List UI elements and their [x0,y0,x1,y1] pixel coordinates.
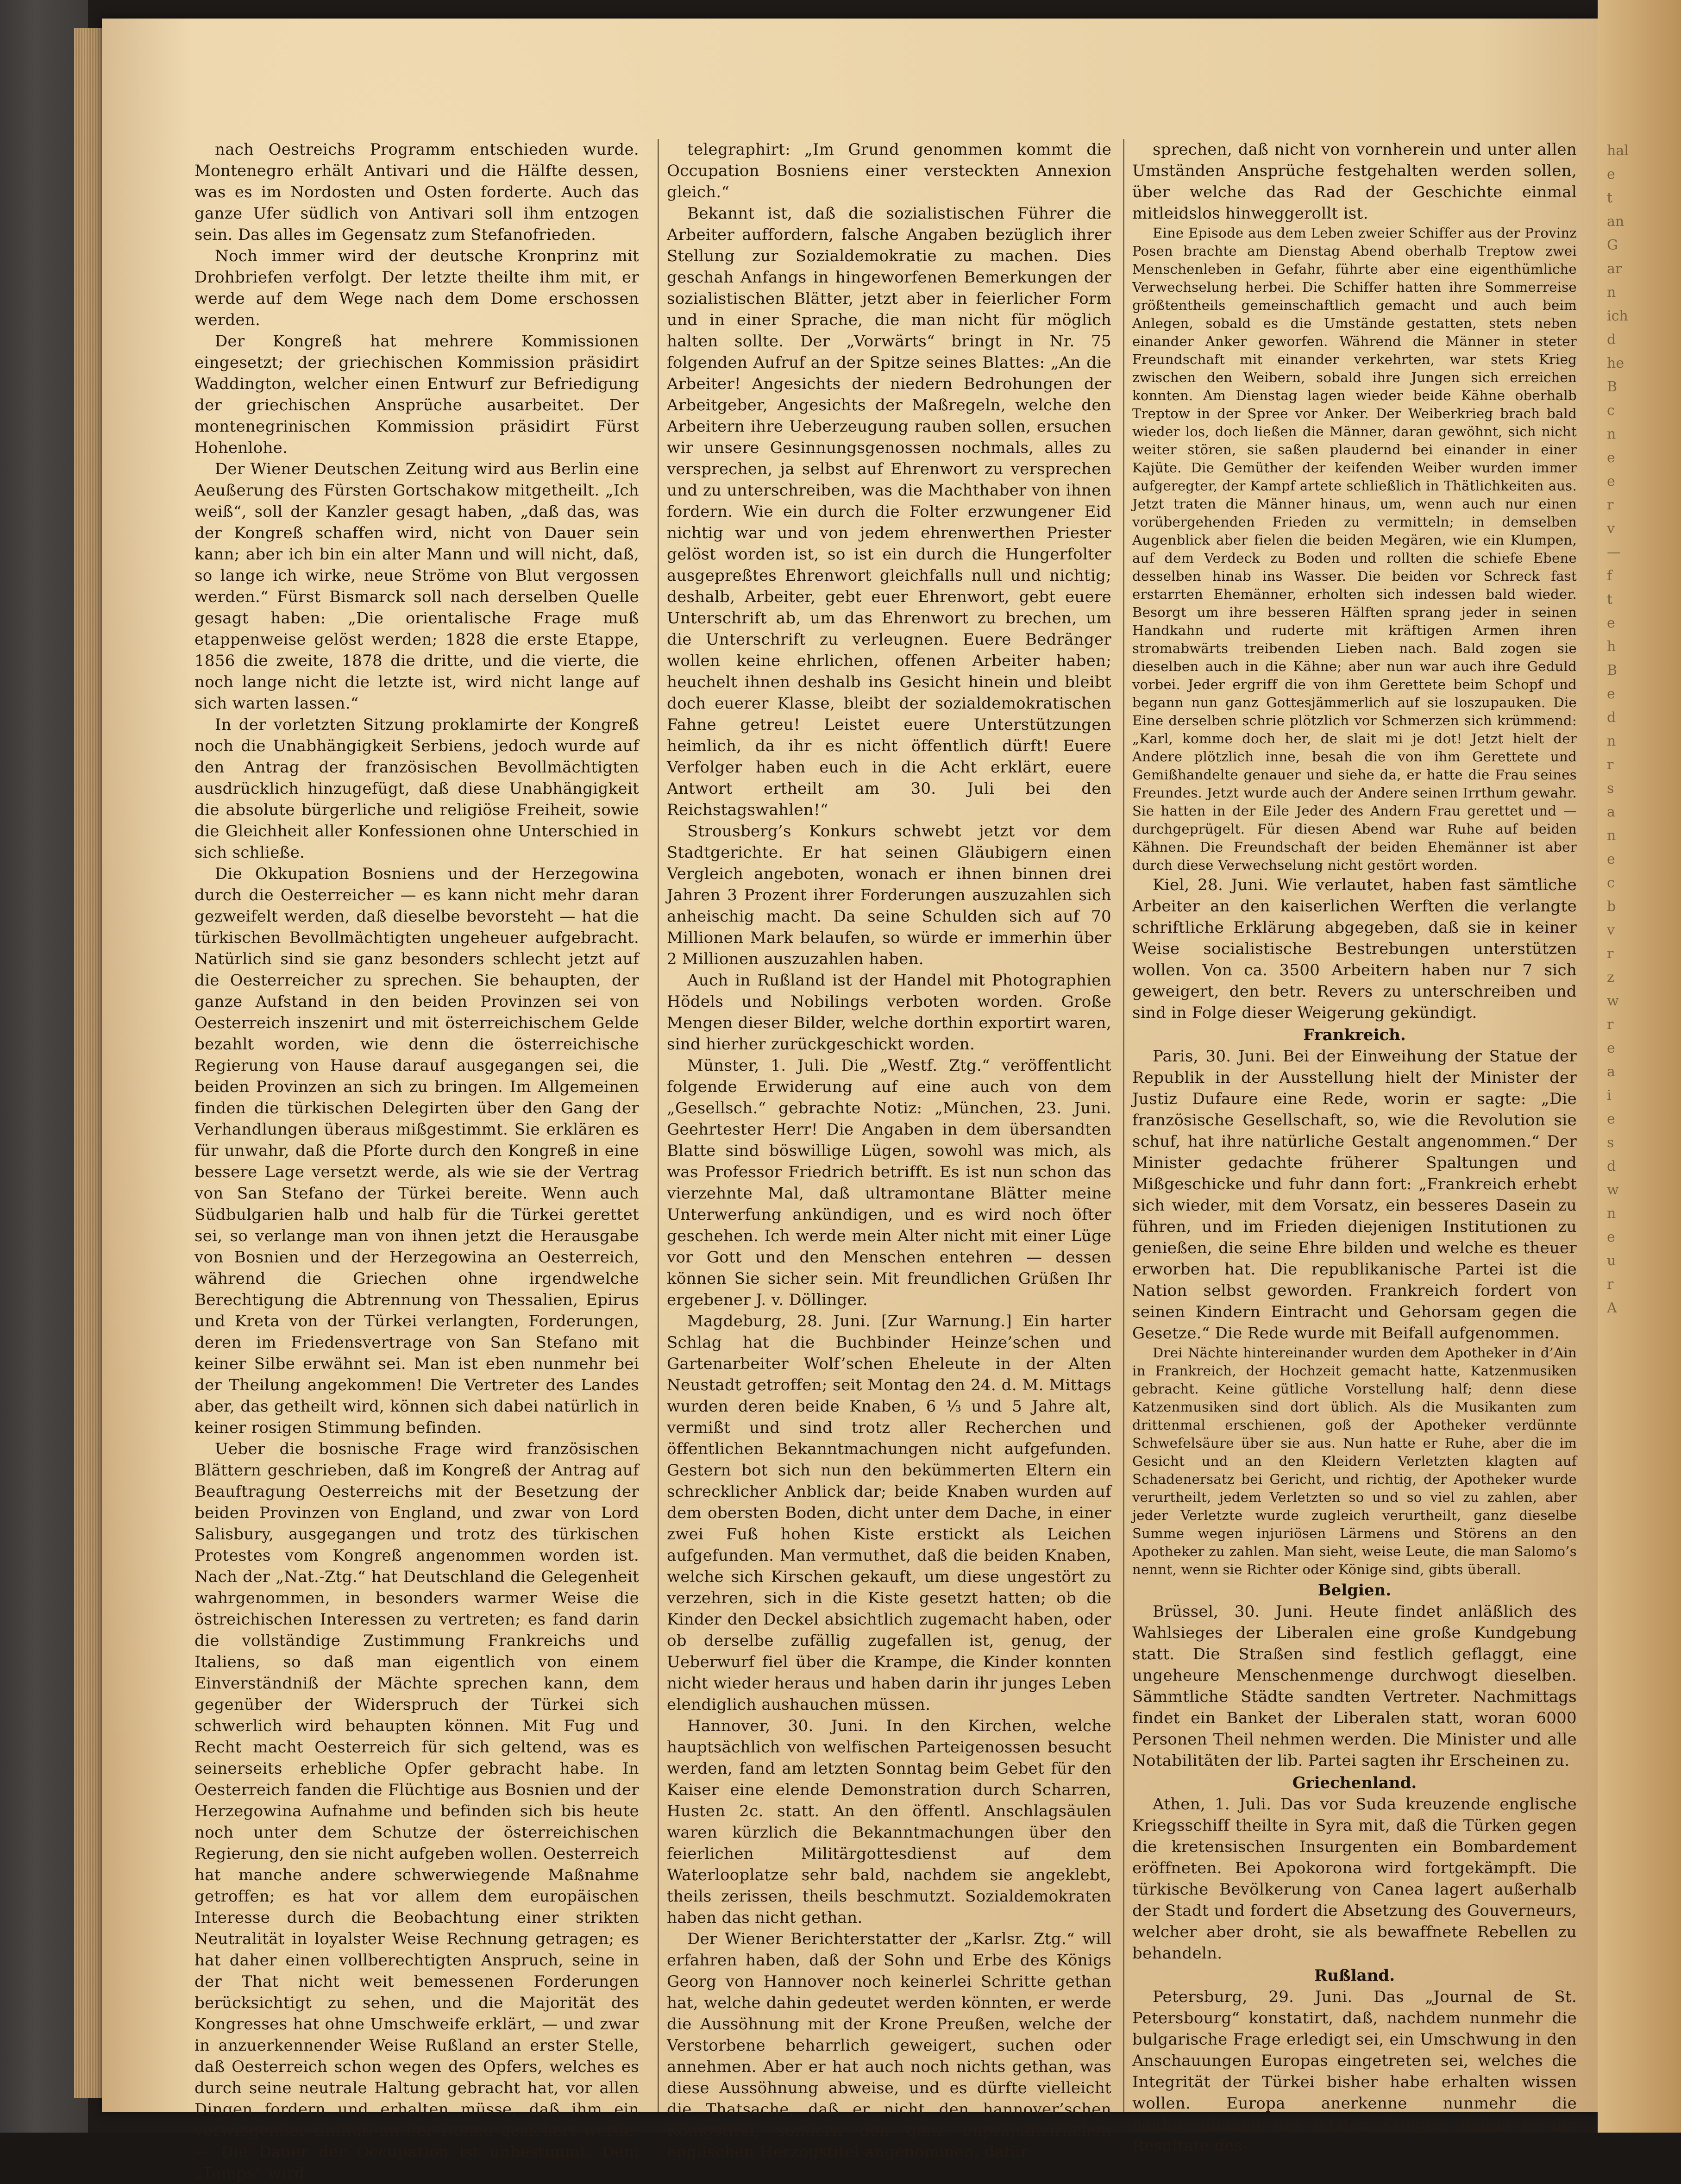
facing-page-fragment: t [1607,591,1613,608]
facing-page-fragment: e [1607,1111,1615,1127]
facing-page-fragment: n [1607,733,1616,749]
facing-page-fragment: n [1607,284,1616,301]
facing-page-fragment: c [1607,402,1615,419]
article-column-2 [667,139,1111,2161]
column-rule-1 [658,139,659,2112]
facing-page-fragment: i [1607,1087,1612,1104]
article-paragraph: Kiel, 28. Juni. Wie verlautet, haben fast sämtliche Arbeiter an den kaiserlichen Werften die verlangte schriftliche Erklärung abgegeben, daß sie in keiner Weise socialistische Bestrebungen unterstützen wollen. Von ca. 3500 Arbeitern haben nur 7 sich geweigert, den betr. Revers zu unterschreiben und sind in Folge dieser Weigerung gekündigt. [1132,876,1577,1022]
facing-page-fragment: t [1607,190,1613,206]
facing-page-fragment: h [1607,639,1616,655]
facing-page-fragment: e [1607,450,1615,466]
article-paragraph: Ueber die bosnische Frage wird französischen Blättern geschrieben, daß im Kongreß der Antrag auf Beauftragung Oesterreichs mit der Besetzung der beiden Provinzen von England, und zwar von Lord Salisbury, ausgegangen und trotz des türkischen Protestes vom Kongreß angenommen worden ist. Nach der „Nat.-Ztg.“ hat Deutschland die Gelegenheit wahrgenommen, in besonders warmer Weise die östreichischen Interessen zu vertreten; es fand darin die vollständige Zustimmung Frankreichs und Italiens, so daß man eigentlich von einem Einverständniß der Mächte sprechen kann, dem gegenüber der Widerspruch der Türkei sich schwerlich wird behaupten können. Mit Fug und Recht macht Oesterreich für sich geltend, was es seinerseits erhebliche Opfer gebracht habe. In Oesterreich fanden die Flüchtige aus Bosnien und der Herzegowina Aufnahme und befinden sich bis heute noch unter dem Schutze der österreichischen Regierung, den sie nicht aufgeben wollen. Oesterreich hat manche andere schwerwiegende Maßnahme getroffen; es hat vor allem dem europäischen Interesse durch die Beobachtung einer strikten Neutralität in loyalster Weise Rechnung getragen; es hat daher einen vollberechtigten Anspruch, seine in der That nicht weit bemessenen Forderungen berücksichtigt zu sehen, und die Majorität des Kongresses hat ohne Umschweife erklärt, — und zwar in anzuerkennender Weise Rußland an erster Stelle, daß Oesterreich schon wegen des Opfers, welches es durch seine neutrale Haltung gebracht hat, vor allen Dingen fordern und erhalten müsse, daß ihm ein vorwiegender Einfluß an der Donau gesichert werde. — Die Dauer der Occupation ist unbestimmt. Dem „Temps“ wird [194,1440,639,2183]
facing-page-fragment: e [1607,166,1615,182]
facing-page-fragment: v [1607,922,1615,938]
facing-page-fragment: — [1607,544,1621,560]
facing-page-fragment: e [1607,686,1615,702]
article-paragraph: Hannover, 30. Juni. In den Kirchen, welche hauptsächlich von welfischen Parteigenossen besucht werden, fand am letzten Sonntag beim Gebet für den Kaiser eine elende Demonstration durch Scharren, Husten 2c. statt. An den öffentl. Anschlagsäulen waren kürzlich die Bekanntmachungen über den feierlichen Militärgottesdienst auf dem Waterlooplatze sehr bald, nachdem sie angeklebt, theils zerissen, theils beschmutzt. Sozialdemokraten haben das nicht gethan. [667,1717,1111,1927]
facing-page-fragment: d [1607,332,1616,348]
facing-page-fragment: B [1607,379,1618,395]
article-paragraph: Die Okkupation Bosniens und der Herzegowina durch die Oesterreicher — es kann nicht mehr daran gezweifelt werden, daß dieselbe bevorsteht — hat die türkischen Bevollmächtigten ungeheuer aufgebracht. Natürlich sind sie ganz besonders schlecht jetzt auf die Oesterreicher zu sprechen. Sie behaupten, der ganze Aufstand in den beiden Provinzen sei von Oesterreich inszenirt und mit österreichischem Gelde bezahlt worden, wie denn die österreichische Regierung von Hause darauf ausgegangen sei, die beiden Provinzen an sich zu bringen. Im Allgemeinen finden die türkischen Delegirten über den Gang der Verhandlungen überaus mißgestimmt. Sie erklären es für unwahr, daß die Pforte durch den Kongreß in eine bessere Lage versetzt werde, als wie sie der Vertrag von San Stefano der Türkei bereite. Wenn auch Südbulgarien halb und halb für die Türkei gerettet sei, so verlange man von ihnen jetzt die Herausgabe von Bosnien und der Herzegowina an Oesterreich, während die Griechen ohne irgendwelche Berechtigung die Abtrennung von Thessalien, Epirus und Kreta von der Türkei verlangten, Forderungen, deren im Friedensvertrage von San Stefano mit keiner Silbe erwähnt sei. Man ist eben nunmehr bei der Theilung angekommen! Die Vertreter des Landes aber, das getheilt wird, können sich dabei natürlich in keiner rosigen Stimmung befinden. [194,865,639,1437]
article-paragraph: In der vorletzten Sitzung proklamirte der Kongreß noch die Unabhängigkeit Serbiens, jedoch wurde auf den Antrag der französischen Bevollmächtigten ausdrücklich hinzugefügt, daß diese Unabhängigkeit die absolute bürgerliche und religiöse Freiheit, sowie die Gleichheit aller Konfessionen ohne Unterschied in sich schließe. [194,715,639,862]
facing-page-fragment: e [1607,851,1615,867]
facing-page-fragment: r [1607,497,1614,513]
column-rule-2 [1123,139,1124,2112]
facing-page-fragment: e [1607,473,1615,490]
facing-page-fragment: r [1607,1276,1614,1293]
facing-page-fragment: u [1607,1253,1616,1269]
facing-page-fragment: an [1607,213,1625,230]
facing-page-fragment: s [1607,780,1614,797]
facing-page-fragment: he [1607,355,1625,371]
article-paragraph: Der Wiener Berichterstatter der „Karlsr. Ztg.“ will erfahren haben, daß der Sohn und Erbe des Königs Georg von Hannover noch keinerlei Schritte gethan hat, welche dahin gedeutet werden könnten, er werde die Aussöhnung mit der Krone Preußen, welche der Verstorbene beharrlich geweigert, suchen oder annehmen. Aber er hat auch noch nichts gethan, was diese Aussöhnung abweise, und es dürfte vielleicht die Thatsache, daß er nicht den hannover’schen Königstitel, sondern den ganz unpräjudizirlichen englischen Herzogstitel angenommen, dafür [667,1930,1111,2161]
article-paragraph: Bekannt ist, daß die sozialistischen Führer die Arbeiter auffordern, falsche Angaben bezüglich ihrer Stellung zur Sozialdemokratie zu machen. Dies geschah Anfangs in hingeworfenen Bemerkungen der sozialistischen Blätter, jetzt aber in feierlicher Form und in einer Sprache, die man nicht für möglich halten sollte. Der „Vorwärts“ bringt in Nr. 75 folgenden Aufruf an der Spitze seines Blattes: „An die Arbeiter! Angesichts der niedern Bedrohungen der Arbeitgeber, Angesichts der Maßregeln, welche den Arbeitern ihre Ueberzeugung rauben sollen, ersuchen wir unsere Gesinnungsgenossen nochmals, alles zu versprechen, ja selbst auf Ehrenwort zu versprechen und zu unterschreiben, was die Machthaber von ihnen fordern. Wie ein durch die Folter erzwungener Eid nichtig war und von jedem ehrenwerthen Priester gelöst worden ist, so ist ein durch die Hungerfolter ausgepreßtes Ehrenwort gleichfalls null und nichtig; deshalb, Arbeiter, gebt euer Ehrenwort, gebt euere Unterschrift ab, um das Ehrenwort zu brechen, um die Unterschrift zu verleugnen. Euere Bedränger wollen keine ehrlichen, offenen Arbeiter haben; heuchelt ihnen deshalb ins Gesicht hinein und bleibt doch euerer Klasse, bleibt der sozialdemokratischen Fahne getreu! Leistet euere Unterstützungen heimlich, da ihr es nicht öffentlich dürft! Euere Verfolger haben euch in die Acht erklärt, euere Antwort ertheilt am 30. Juli bei den Reichstagswahlen!“ [667,204,1111,819]
article-paragraph: Auch in Rußland ist der Handel mit Photographien Hödels und Nobilings verboten worden. Große Mengen dieser Bilder, welche dorthin exportirt waren, sind hierher zurückgeschickt worden. [667,971,1111,1054]
article-column-3 [1132,139,1577,2155]
article-paragraph: Münster, 1. Juli. Die „Westf. Ztg.“ veröffentlicht folgende Erwiderung auf eine auch von dem „Gesellsch.“ gebrachte Notiz: „München, 23. Juni. Geehrtester Herr! Die Angaben in dem übersandten Blatte sind böswillige Lügen, sowohl was mich, als was Professor Friedrich betrifft. Es ist nun schon das vierzehnte Mal, daß ultramontane Blätter meine Unterwerfung ankündigen, und es wird noch öfter geschehen. Ich werde mein Alter nicht mit einer Lüge vor Gott und den Menschen entehren — dessen können Sie sicher sein. Mit freundlichen Grüßen Ihr ergebener J. v. Döllinger. [667,1056,1111,1309]
facing-page-fragment: d [1607,709,1616,726]
article-paragraph: sprechen, daß nicht von vornherein und unter allen Umständen Ansprüche festgehalten werden sollen, über welche das Rad der Geschichte einmal mitleidslos hinweggerollt ist. [1132,140,1577,223]
facing-page-fragment: hal [1607,143,1629,159]
section-heading: Frankreich. [1303,1026,1406,1044]
facing-page-fragment: a [1607,1064,1615,1080]
article-paragraph: Petersburg, 29. Juni. Das „Journal de St. Petersbourg“ konstatirt, daß, nachdem nunmehr die bulgarische Frage erledigt sei, ein Umschwung in den Anschauungen Europas eingetreten sei, welches die Integrität der Türkei bisher habe erhalten wissen wollen. Europa anerkenne nunmehr die Nothwendigkeit des letzten Krieges, indem es die Resultate des- [1132,1988,1577,2155]
facing-page-fragment: e [1607,1040,1615,1056]
facing-page-fragment: n [1607,426,1616,442]
facing-page-fragment: z [1607,969,1614,985]
facing-page-fragment: r [1607,1017,1614,1033]
article-paragraph: Magdeburg, 28. Juni. [Zur Warnung.] Ein harter Schlag hat die Buchbinder Heinze’schen und Gartenarbeiter Wolf’schen Eheleute in der Alten Neustadt getroffen; seit Montag den 24. d. M. Mittags wurden deren beide Knaben, 6 ⅓ und 5 Jahre alt, vermißt und sind trotz aller Recherchen und öffentlichen Bekanntmachungen nicht aufgefunden. Gestern bot sich nun den bekümmerten Eltern ein schrecklicher Anblick dar; beide Knaben wurden auf dem obersten Boden, dicht unter dem Dache, in einer zwei Fuß hohen Kiste erstickt als Leichen aufgefunden. Man vermuthet, daß die beiden Knaben, welche sich Kirschen gekauft, um diese ungestört zu verzehren, sich in die Kiste gesetzt hatten; ob die Kinder den Deckel absichtlich zugemacht haben, oder ob derselbe zufällig zugefallen ist, genug, der Ueberwurf fiel über die Krampe, die Kinder konnten nicht wieder heraus und haben darin ihr junges Leben elendiglich aushauchen müssen. [667,1312,1111,1714]
facing-page-fragment: d [1607,1158,1616,1174]
facing-page-fragment: v [1607,521,1615,537]
article-paragraph: Athen, 1. Juli. Das vor Suda kreuzende englische Kriegsschiff theilte in Syra mit, daß die Türken gegen die kretensischen Insurgenten ein Bombardement eröffneten. Bei Apokorona wird fortgekämpft. Die türkische Bevölkerung von Canea lagert außerhalb der Stadt und fordert die Absetzung des Gouverneurs, welcher aber droht, sie als bewaffnete Rebellen zu behandeln. [1132,1795,1577,1963]
article-paragraph: Der Kongreß hat mehrere Kommissionen eingesetzt; der griechischen Kommission präsidirt Waddington, welcher einen Entwurf zur Befriedigung der griechischen Ansprüche ausarbeitet. Der montenegrinischen Kommission präsidirt Fürst Hohenlohe. [194,332,639,457]
article-paragraph: Noch immer wird der deutsche Kronprinz mit Drohbriefen verfolgt. Der letzte theilte ihm mit, er werde auf dem Wege nach dem Dome erschossen werden. [194,247,639,329]
facing-page-fragment: s [1607,1135,1614,1151]
facing-page-fragment: e [1607,615,1615,631]
facing-page-fragment: B [1607,662,1618,678]
facing-page-fragment: w [1607,993,1619,1009]
section-heading: Rußland. [1314,1966,1395,1985]
article-paragraph: Der Wiener Deutschen Zeitung wird aus Berlin eine Aeußerung des Fürsten Gortschakow mitgetheilt. „Ich weiß“, soll der Kanzler gesagt haben, „daß das, was der Kongreß schaffen wird, nicht von Dauer sein kann; aber ich bin ein alter Mann und will nicht, daß, so lange ich wirke, neue Ströme von Blut vergossen werden.“ Fürst Bismarck soll nach derselben Quelle gesagt haben: „Die orientalische Frage muß etappenweise gelöst werden; 1828 die erste Etappe, 1856 die zweite, 1878 die dritte, und die vierte, die noch lange nicht die letzte ist, wird nicht lange auf sich warten lassen.“ [194,460,639,713]
facing-page-fragment: A [1607,1300,1617,1316]
article-paragraph: Eine Episode aus dem Leben zweier Schiffer aus der Provinz Posen brachte am Dienstag Abend oberhalb Treptow zwei Menschenleben in Gefahr, führte aber eine eigenthümliche Verwechselung herbei. Die Schiffer hatten ihre Sommerreise größtentheils gemeinschaftlich gemacht und auch beim Anlegen, sobald es die Umstände gestatten, stets neben einander Anker geworfen. Während die Männer in steter Freundschaft mit einander verkehrten, war stets Krieg zwischen den Weibern, sobald ihre Jungen sich erreichen konnten. Am Dienstag lagen wieder beide Kähne oberhalb Treptow in der Spree vor Anker. Der Weiberkrieg brach bald wieder los, doch ließen die Männer, daran gewöhnt, sich nicht weiter stören, sie saßen plaudernd bei einander in einer Kajüte. Die Gemüther der keifenden Weiber wurden immer aufgeregter, der Kampf artete schließlich in Thätlichkeiten aus. Jetzt traten die Männer hinaus, um, wenn auch nur einen vorübergehenden Frieden zu vermitteln; in demselben Augenblick aber fielen die beiden Megären, wie ein Klumpen, auf dem Verdeck zu Boden und rollten die schiefe Ebene desselben hinab ins Wasser. Die beiden vor Schreck fast erstarrten Ehemänner, erholten sich indessen bald wieder. Besorgt um ihre besseren Hälften sprang jeder in seinen Handkahn und ruderte mit kräftigen Armen ihren stromabwärts treibenden Lieben nach. Bald zogen sie dieselben auch in die Kähne; aber nun war auch ihre Geduld vorbei. Jeder ergriff die von ihm Gerettete beim Schopf und begann nun ganz Gottesjämmerlich auf sie loszupauken. Die Eine derselben schrie plötzlich vor Schmerzen sich krümmend: „Karl, komme doch her, de slait mi je dot! Jetzt hielt der Andere plötzlich inne, besah die von ihm Gerettete und Gemißhandelte genauer und siehe da, er hatte die Frau seines Freundes. Jetzt wurde auch der Andere seinen Irrthum gewahr. Sie hatten in der Eile Jeder des Andern Frau gerettet und — durchgeprügelt. Für diesen Abend war Ruhe auf beiden Kähnen. Die Freundschaft der beiden Ehemänner ist aber durch diese Verwechselung nicht gestört worden. [1132,225,1577,873]
facing-page-fragment: G [1607,237,1618,253]
facing-page-fragment: n [1607,828,1616,844]
facing-page-fragment: f [1607,568,1612,584]
facing-page-fragment: ar [1607,261,1622,277]
article-column-1 [194,139,639,2183]
section-heading: Belgien. [1317,1581,1392,1600]
facing-page-fragment: e [1607,1229,1615,1245]
facing-page-fragment: c [1607,875,1615,891]
facing-page-fragment: ich [1607,308,1628,324]
facing-page-text-fragments [1607,139,1676,1320]
facing-page-fragment: a [1607,804,1615,820]
facing-page-fragment: b [1607,898,1616,915]
article-paragraph: Drei Nächte hintereinander wurden dem Apotheker in d’Ain in Frankreich, der Hochzeit gemacht hatte, Katzenmusiken gebracht. Keine gütliche Vorstellung half; denn diese Katzenmusiken sind dort üblich. Als die Musikanten zum drittenmal erschienen, goß der Apotheker verdünnte Schwefelsäure über sie aus. Nun hatte er Ruhe, aber die im Gesicht und an den Kleidern Verletzten klagten auf Schadenersatz bei Gericht, und richtig, der Apotheker wurde verurtheilt, jedem Verletzten so und so viel zu zahlen, aber jeder Verletzte wurde zugleich verurtheilt, ganz dieselbe Summe wegen injuriösen Lärmens und Störens an den Apotheker zu zahlen. Man sieht, weise Leute, die man Salomo’s nennt, wenn sie Richter oder Könige sind, gibts überall. [1132,1345,1577,1577]
article-paragraph: Strousberg’s Konkurs schwebt jetzt vor dem Stadtgerichte. Er hat seinen Gläubigern einen Vergleich angeboten, wonach er ihnen binnen drei Jahren 3 Prozent ihrer Forderungen auszuzahlen sich anheischig macht. Da seine Schulden sich auf 70 Millionen Mark belaufen, so würde er immerhin über 2 Millionen auszuzahlen haben. [667,822,1111,968]
facing-page-fragment: r [1607,946,1614,962]
facing-page-fragment: w [1607,1182,1619,1198]
section-heading: Griechenland. [1292,1774,1417,1792]
article-paragraph: Paris, 30. Juni. Bei der Einweihung der Statue der Republik in der Ausstellung hielt der Minister der Justiz Dufaure eine Rede, worin er sagte: „Die französische Gesellschaft, so, wie die Revolution sie schuf, hat ihre natürliche Gestalt angenommen.“ Der Minister gedachte früherer Spaltungen und Mißgeschicke und fuhr dann fort: „Frankreich erhebt sich wieder, mit dem Vorsatz, ein besseres Dasein zu führen, und im Frieden diejenigen Institutionen zu genießen, die seine Ehre bilden und welche es theuer erworben hat. Die republikanische Partei ist die Nation selbst geworden. Frankreich fordert von seinen Kindern Eintracht und Gehorsam gegen die Gesetze.“ Die Rede wurde mit Beifall aufgenommen. [1132,1047,1577,1343]
article-paragraph: nach Oestreichs Programm entschieden wurde. Montenegro erhält Antivari und die Hälfte dessen, was es im Nordosten und Osten forderte. Auch das ganze Ufer südlich von Antivari soll ihm entzogen sein. Das alles im Gegensatz zum Stefanofrieden. [194,140,639,244]
facing-page-fragment: r [1607,757,1614,773]
facing-page-fragment: n [1607,1205,1616,1222]
article-paragraph: telegraphirt: „Im Grund genommen kommt die Occupation Bosniens einer versteckten Annexion gleich.“ [667,140,1111,201]
article-paragraph: Brüssel, 30. Juni. Heute findet anläßlich des Wahlsieges der Liberalen eine große Kundgebung statt. Die Straßen sind festlich geflaggt, eine ungeheure Menschenmenge durchwogt dieselben. Sämmtliche Städte sandten Vertreter. Nachmittags findet ein Banket der Liberalen statt, woran 6000 Personen Theil nehmen werden. Die Minister und alle Notabilitäten der lib. Partei sagten ihr Erscheinen zu. [1132,1602,1577,1770]
